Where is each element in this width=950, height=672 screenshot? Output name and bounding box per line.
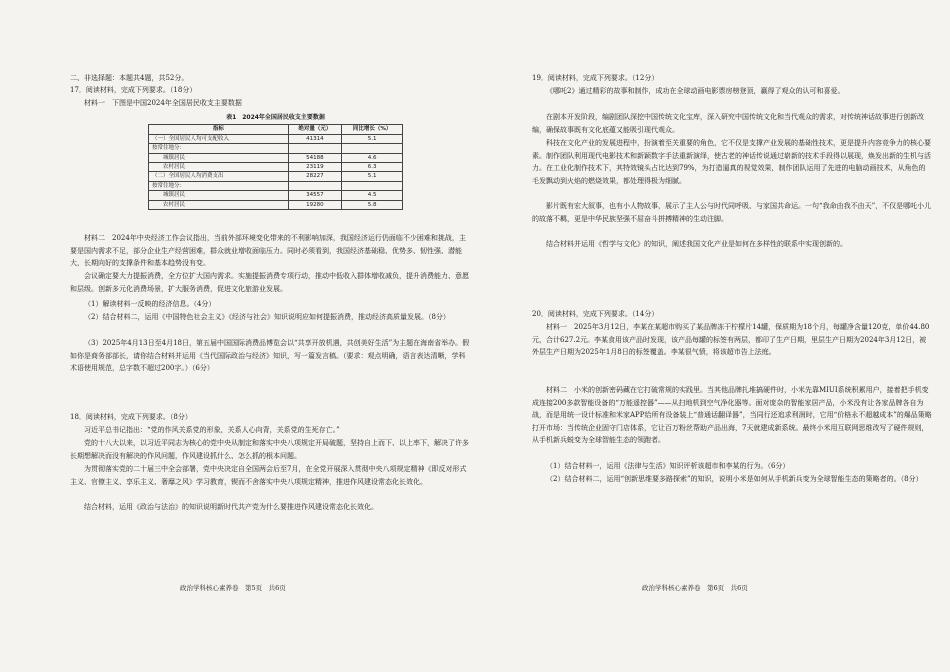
row-label: 城镇居民 bbox=[149, 191, 289, 200]
row-growth: 4.5 bbox=[342, 191, 403, 200]
table-header-value: 绝对量（元） bbox=[288, 125, 341, 134]
q17-material1-intro: 材料一 下图是中国2024年全国居民收支主要数据 bbox=[84, 99, 242, 107]
q17-prompt: 17．阅读材料，完成下列要求。（18分） bbox=[70, 86, 197, 94]
q20-material1: 材料一 2025年3月12日，李某在某超市购买了某品牌冻干柠檬片14罐，保质期为18个月，每罐净含量120克，单价44.80元，合计627.2元。李某食用该产品时发现，该产品每罐的标签有两层，都印了生产日期，里层生产日期为2024年3月12日，被外层生产日期为2025年1月8日的标签覆盖。李某很气愤，将该超市告上法庭。 bbox=[532, 323, 930, 356]
q18-task: 结合材料，运用《政治与法治》的知识说明新时代共产党为什么要推进作风建设常态化长效化。 bbox=[84, 503, 378, 511]
row-value: 34557 bbox=[288, 191, 341, 200]
row-label: 按常住地分： bbox=[149, 181, 289, 190]
row-label: （一）全国居民人均可支配收入 bbox=[149, 134, 289, 143]
section-title: 二、非选择题：本题共4题，共52分。 bbox=[70, 74, 189, 82]
table-row bbox=[149, 200, 403, 209]
table-header-row bbox=[149, 125, 403, 134]
row-label: 农村居民 bbox=[149, 200, 289, 209]
q20-prompt: 20．阅读材料，完成下列要求。（14分） bbox=[532, 310, 659, 318]
row-label: 城镇居民 bbox=[149, 153, 289, 162]
page-footer: 政治学科核心素养卷 第5页 共6页 bbox=[180, 584, 286, 592]
table-header-growth: 同比增长（%） bbox=[342, 125, 403, 134]
row-value: 19280 bbox=[288, 200, 341, 209]
table-title: 表1 2024年全国居民收支主要数据 bbox=[226, 114, 325, 121]
q18-p2: 党的十八大以来，以习近平同志为核心的党中央从制定和落实中央八项规定开局破题，坚持自上而下、以上率下，解决了许多长期想解决而没有解决的作风问题，作风建设抓什么、怎么抓的根本问题。 bbox=[70, 439, 469, 460]
page-5 bbox=[70, 0, 470, 672]
q17-task2: （2）结合材料二，运用《中国特色社会主义》《经济与社会》知识说明应如何提振消费，推动经济高质量发展。（8分） bbox=[84, 313, 450, 321]
row-label: 按常住地分： bbox=[149, 144, 289, 153]
row-growth bbox=[342, 181, 403, 190]
q19-p2: 在剧本开发阶段，编剧团队深挖中国传统文化宝库，深入研究中国传统文化和当代观众的需求，对传统神话故事进行创新改编，确保故事既有文化底蕴又能吸引现代观众。 bbox=[532, 113, 924, 134]
q17-task3: （3）2025年4月13日至4月18日，第五届中国国际消费品博览会以“共享开放机遇，共创美好生活”为主题在海南省举办。假如你是商务部部长，请你结合材料并运用《当代国际政治与经济》知识，写一篇发言稿。（要求：观点明确，语言表达清晰，学科术语使用规范，总字数不超过200字。）（6分） bbox=[70, 339, 470, 372]
q19-prompt: 19．阅读材料，完成下列要求。（12分） bbox=[532, 74, 659, 82]
table-row bbox=[149, 153, 403, 162]
q17-task1: （1）解读材料一反映的经济信息。（4分） bbox=[84, 300, 216, 308]
row-growth: 5.1 bbox=[342, 172, 403, 181]
row-label: （二）全国居民人均消费支出 bbox=[149, 172, 289, 181]
row-growth: 5.1 bbox=[342, 134, 403, 143]
table-row bbox=[149, 191, 403, 200]
q19-p3: 科技在文化产业的发展进程中，扮演着至关重要的角色，它不仅是支撑产业发展的基础性技术，更是提升内容竞争力的核心要素。制作团队利用现代电影技术和新颖数字手法重新演绎，使古老的神话传说通过崭新的技术手段得以展现，焕发出新的生机与活力。在工业化制作技术下，其特效镜头占比达到79%，为打造逼真的视觉效果，制作团队运用了先进的电脑动画技术，从角色的毛发飘动到火焰的燃烧效果，都处理得极为细腻。 bbox=[532, 139, 931, 185]
row-growth: 6.3 bbox=[342, 163, 403, 172]
q19-p4: 影片既有宏大叙事，也有小人物故事，展示了主人公与时代同呼吸、与家国共命运。一句“我命由我不由天”，不仅是哪吒小儿的故落不羁，更是中华民族坚强不屈奋斗拼搏精神的生动注脚。 bbox=[532, 202, 932, 223]
row-value: 41314 bbox=[288, 134, 341, 143]
q19-p1: 《哪吒2》通过精彩的故事和制作，成功在全球动画电影票房榜登顶，赢得了观众的认可和喜爱。 bbox=[546, 87, 845, 95]
table-row bbox=[149, 134, 403, 143]
table-header-indicator: 指标 bbox=[149, 125, 289, 134]
row-label: 农村居民 bbox=[149, 163, 289, 172]
income-expenditure-table bbox=[148, 114, 403, 210]
page-6 bbox=[532, 0, 932, 672]
q17-material2-p1: 材料二 2024年中央经济工作会议指出，当前外部环境变化带来的不利影响加深，我国经济运行仍面临不少困难和挑战，主要是国内需求不足，部分企业生产经营困难，群众就业增收面临压力。同时必须看到，我国经济基础稳、优势多、韧性强、潜能大，长期向好的支撑条件和基本趋势没有变。 bbox=[70, 234, 466, 267]
table-row bbox=[149, 181, 403, 190]
row-value: 23119 bbox=[288, 163, 341, 172]
q19-task: 结合材料并运用《哲学与文化》的知识，阐述我国文化产业是如何在多样性的联系中实现创新的。 bbox=[546, 240, 847, 248]
q20-material2: 材料二 小米的创新密码藏在它打破常规的实践里。当其他品牌扎堆搞硬件时，小米先靠MIUI系统积累用户，接着把手机变成连接200多款智能设备的“万能遥控器”——从扫地机到空气净化器等。面对庞杂的智能家居产品，小米没有让各家品牌各自为战，而是用统一设计标准和米家APP给所有设备装上“普通话翻译器”，当同行还追求利润时，它用“价格永不超越成本”的爆品策略打开市场：当传统企业固守门店体系，它让百万粉丝帮助产品出海，7天就建成新系统。最终小米用互联网思维改写了硬件规则，从手机新兵蜕变为全球智能生态的领跑者。 bbox=[532, 386, 932, 444]
table-row bbox=[149, 163, 403, 172]
row-value: 28227 bbox=[288, 172, 341, 181]
row-value: 54188 bbox=[288, 153, 341, 162]
page-footer: 政治学科核心素养卷 第6页 共6页 bbox=[642, 584, 748, 592]
row-growth: 4.6 bbox=[342, 153, 403, 162]
row-growth bbox=[342, 144, 403, 153]
row-value bbox=[288, 181, 341, 190]
table-row bbox=[149, 172, 403, 181]
q17-material2-p2: 会议确定要大力提振消费，全方位扩大国内需求。实施提振消费专项行动，推动中低收入群体增收减负，提升消费能力、意愿和层级。创新多元化消费场景，扩大服务消费，促进文化旅游业发展。 bbox=[70, 272, 469, 293]
row-growth: 5.8 bbox=[342, 200, 403, 209]
q18-prompt: 18．阅读材料，完成下列要求。（8分） bbox=[70, 413, 192, 421]
table-row bbox=[149, 144, 403, 153]
row-value bbox=[288, 144, 341, 153]
q18-p1: 习近平总书记指出：“党的作风关系党的形象，关系人心向背，关系党的生死存亡。” bbox=[84, 426, 340, 434]
q18-p3: 为贯彻落实党的二十届三中全会部署，党中央决定自全国两会后至7月，在全党开展深入贯彻中央八项规定精神《即反对形式主义、官僚主义、享乐主义、奢靡之风》学习教育，锲而不舍落实中央八项规定精神，推进作风建设常态化长效化。 bbox=[70, 465, 467, 486]
q20-task1: （1）结合材料一，运用《法律与生活》知识评析该超市和李某的行为。（6分） bbox=[546, 462, 790, 470]
q20-task2: （2）结合材料二，运用“创新思维要多路探索”的知识，说明小米是如何从手机新兵变为全球智能生态的策略者的。（8分） bbox=[546, 475, 923, 483]
